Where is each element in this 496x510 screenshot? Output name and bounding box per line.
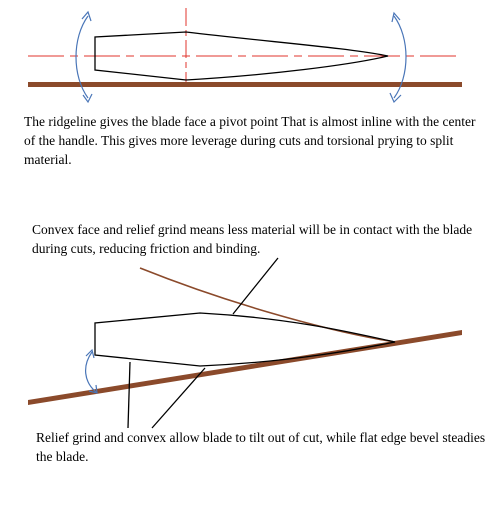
tilt-arrow bbox=[86, 350, 97, 393]
ridgeline-diagram bbox=[28, 8, 462, 102]
convex-grind-diagram bbox=[28, 258, 462, 428]
blade-profile-bottom bbox=[95, 313, 395, 366]
material-curve bbox=[140, 268, 395, 342]
leader-relief-grind bbox=[128, 362, 130, 428]
cutting-surface-top bbox=[28, 82, 462, 87]
cutting-surface-bottom bbox=[28, 330, 462, 405]
pivot-arrow-right bbox=[390, 13, 406, 102]
relief-grind-caption: Relief grind and convex allow blade to tilt out of cut, while flat edge bevel steadies the blade. bbox=[36, 430, 486, 464]
convex-face-caption: Convex face and relief grind means less material will be in contact with the blade during cuts, reducing friction and binding. bbox=[32, 222, 473, 256]
leader-convex-face bbox=[233, 258, 278, 314]
ridgeline-caption: The ridgeline gives the blade face a pivot point That is almost inline with the center of the handle. This gives more leverage during cuts and torsional prying to split material. bbox=[24, 114, 476, 167]
pivot-arrow-left bbox=[76, 12, 92, 102]
